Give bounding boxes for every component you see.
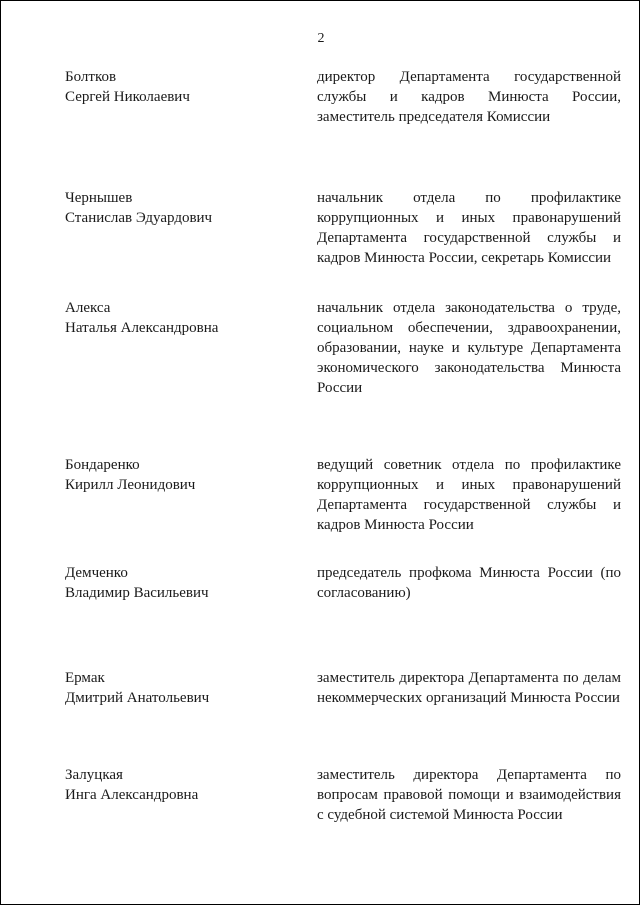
member-surname: Чернышев xyxy=(65,190,133,206)
member-surname: Демченко xyxy=(65,565,128,581)
member-given-names: Инга Александровна xyxy=(65,787,199,803)
member-position: заместитель директора Департамента по делам некоммерческих организаций Минюста России xyxy=(317,670,621,706)
member-given-names: Сергей Николаевич xyxy=(65,89,190,105)
member-surname: Залуцкая xyxy=(65,767,123,783)
member-name xyxy=(65,765,317,805)
member-given-names: Дмитрий Анатольевич xyxy=(65,690,210,706)
member-given-names: Владимир Васильевич xyxy=(65,585,209,601)
member-row xyxy=(65,563,621,603)
member-row xyxy=(65,668,621,708)
member-surname: Бондаренко xyxy=(65,457,140,473)
member-surname: Алекса xyxy=(65,300,111,316)
member-row xyxy=(65,67,621,127)
member-position: заместитель директора Департамента по вопросам правовой помощи и взаимодействия с судебной системой Минюста России xyxy=(317,767,621,823)
member-given-names: Кирилл Леонидович xyxy=(65,477,196,493)
member-given-names: Наталья Александровна xyxy=(65,320,219,336)
page-number: 2 xyxy=(317,31,325,46)
member-name xyxy=(65,298,317,338)
member-name xyxy=(65,455,317,495)
member-position: директор Департамента государственной службы и кадров Минюста России, заместитель председателя Комиссии xyxy=(317,69,621,125)
member-row xyxy=(65,298,621,398)
member-name xyxy=(65,188,317,228)
member-surname: Ермак xyxy=(65,670,105,686)
member-row xyxy=(65,455,621,535)
member-row xyxy=(65,188,621,268)
member-position: начальник отдела по профилактике коррупционных и иных правонарушений Департамента государственной службы и кадров Минюста России, секретарь Комиссии xyxy=(317,190,621,266)
member-given-names: Станислав Эдуардович xyxy=(65,210,213,226)
member-name xyxy=(65,563,317,603)
member-position: ведущий советник отдела по профилактике коррупционных и иных правонарушений Департамента государственной службы и кадров Минюста России xyxy=(317,457,621,533)
member-name xyxy=(65,67,317,107)
member-position: начальник отдела законодательства о труде, социальном обеспечении, здравоохранении, образовании, науке и культуре Департамента экономического законодательства Минюста России xyxy=(317,300,621,396)
member-row xyxy=(65,765,621,825)
member-surname: Болтков xyxy=(65,69,117,85)
member-name xyxy=(65,668,317,708)
member-position: председатель профкома Минюста России (по согласованию) xyxy=(317,565,621,601)
